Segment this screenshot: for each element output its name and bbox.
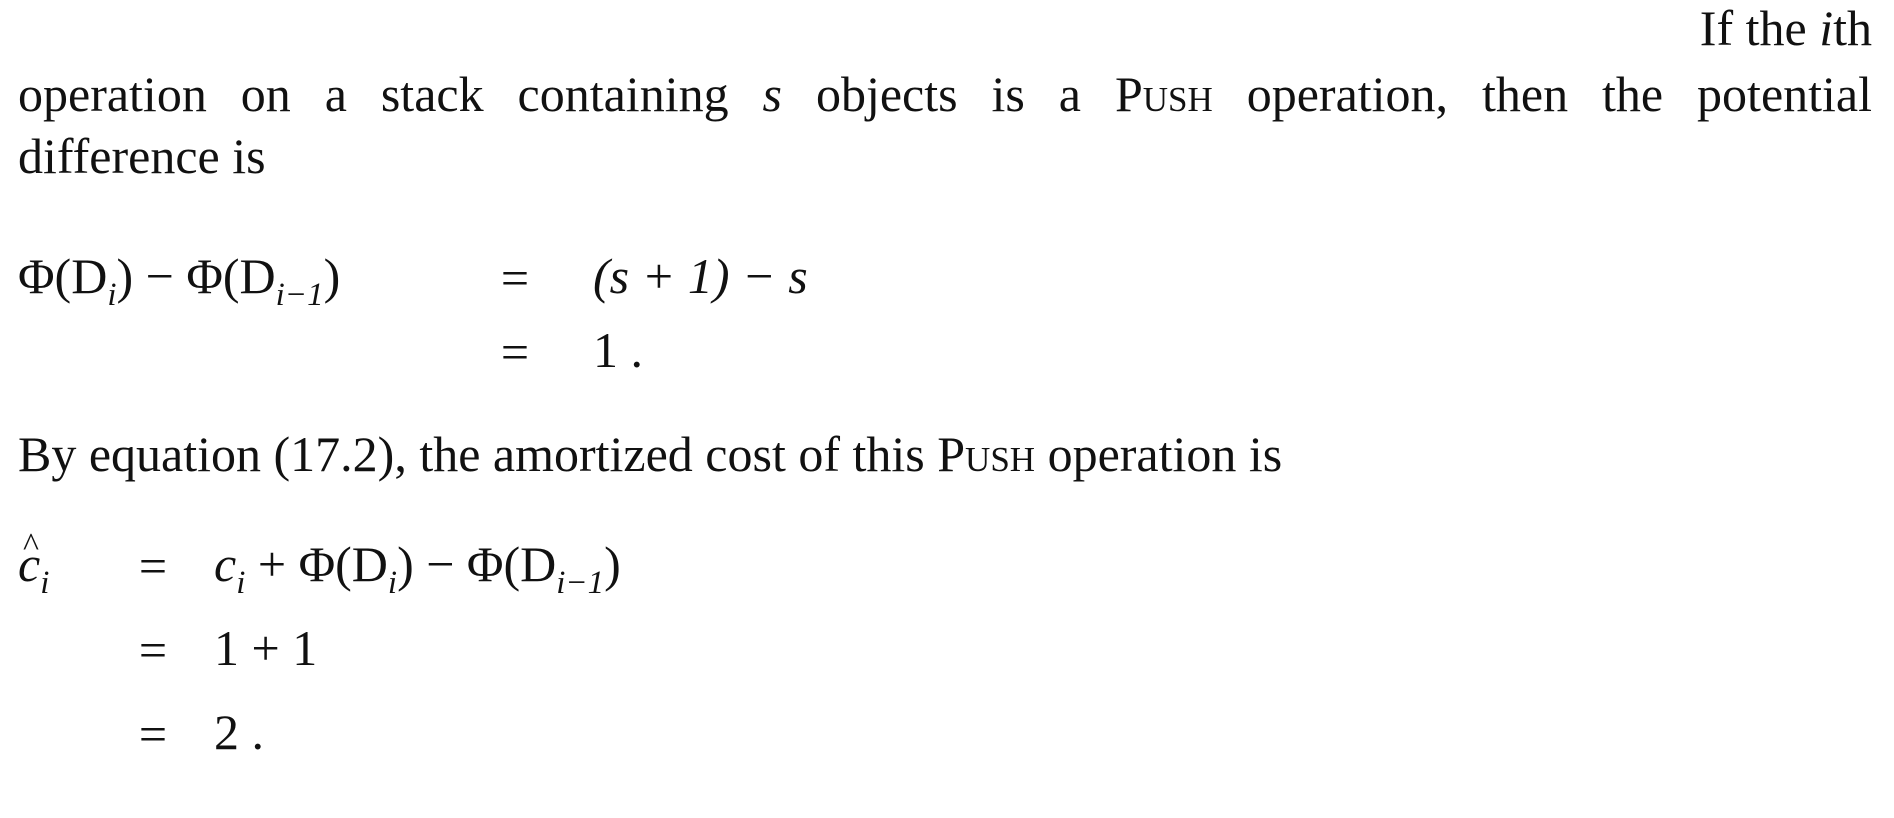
- line-two-pre: operation on a stack containing: [18, 66, 763, 122]
- rhs-c-letter: c: [214, 536, 237, 592]
- line-two-mid: objects is a: [782, 66, 1115, 122]
- equals-sign-three: =: [138, 538, 168, 594]
- rhs-one-text: (s + 1) − s: [593, 248, 808, 304]
- equation-one-rhs-one: [593, 246, 808, 306]
- equation-two-eq-two: [126, 620, 180, 680]
- equals-sign-two: =: [500, 324, 530, 380]
- equation-one-eq-one: [488, 248, 542, 308]
- lhs-part-1: Φ(D: [18, 248, 108, 304]
- sentence-suffix: operation is: [1035, 426, 1283, 482]
- equals-sign-four: =: [138, 622, 168, 678]
- equation-one-eq-two: [488, 322, 542, 382]
- c-hat: [18, 534, 40, 594]
- line-two-post: operation, then the potential: [1212, 66, 1872, 122]
- lhs-sub-1: i: [107, 277, 117, 313]
- c-letter: c: [18, 536, 41, 592]
- sentence-push-label: Push: [937, 426, 1036, 482]
- lhs-end: ): [323, 248, 341, 304]
- push-label: Push: [1114, 66, 1213, 122]
- rhs-two-text: 1 .: [593, 322, 643, 378]
- equation-two-lhs: [18, 534, 49, 613]
- rhs-mid: ) − Φ(D: [397, 536, 557, 592]
- equation-two-rhs-three: [214, 702, 264, 762]
- paragraph-line-three: difference is: [18, 128, 266, 184]
- line-one-suffix: th: [1833, 0, 1872, 56]
- equals-sign-five: =: [138, 706, 168, 762]
- lhs-sub-2: i−1: [275, 277, 324, 313]
- equals-sign: =: [500, 250, 530, 306]
- rhs-three: 2 .: [214, 704, 264, 760]
- equation-one-lhs: [18, 246, 340, 325]
- rhs-rest: + Φ(D: [245, 536, 388, 592]
- line-two-variable: s: [762, 66, 782, 122]
- lhs-sub: i: [40, 565, 50, 601]
- rhs-sub-three: i−1: [556, 565, 605, 601]
- paragraph-sentence: [18, 424, 1282, 484]
- document-page: [18, 0, 1872, 818]
- rhs-sub-one: i: [236, 565, 246, 601]
- lhs-part-2: ) − Φ(D: [116, 248, 276, 304]
- equation-one-rhs-two: [593, 320, 643, 380]
- paragraph-line-one: [1700, 0, 1872, 58]
- equation-two-rhs-two: [214, 618, 317, 678]
- sentence-prefix: By equation (17.2), the amortized cost of this: [18, 426, 938, 482]
- paragraph-line-two: [18, 64, 1872, 124]
- line-one-variable: i: [1819, 0, 1834, 56]
- rhs-two: 1 + 1: [214, 620, 318, 676]
- equation-two-rhs-one: [214, 534, 621, 613]
- rhs-end: ): [604, 536, 621, 592]
- equation-two-eq-three: [126, 704, 180, 764]
- line-one-prefix: If the: [1699, 0, 1820, 56]
- rhs-sub-two: i: [387, 565, 398, 601]
- equation-two-eq-one: [126, 536, 180, 596]
